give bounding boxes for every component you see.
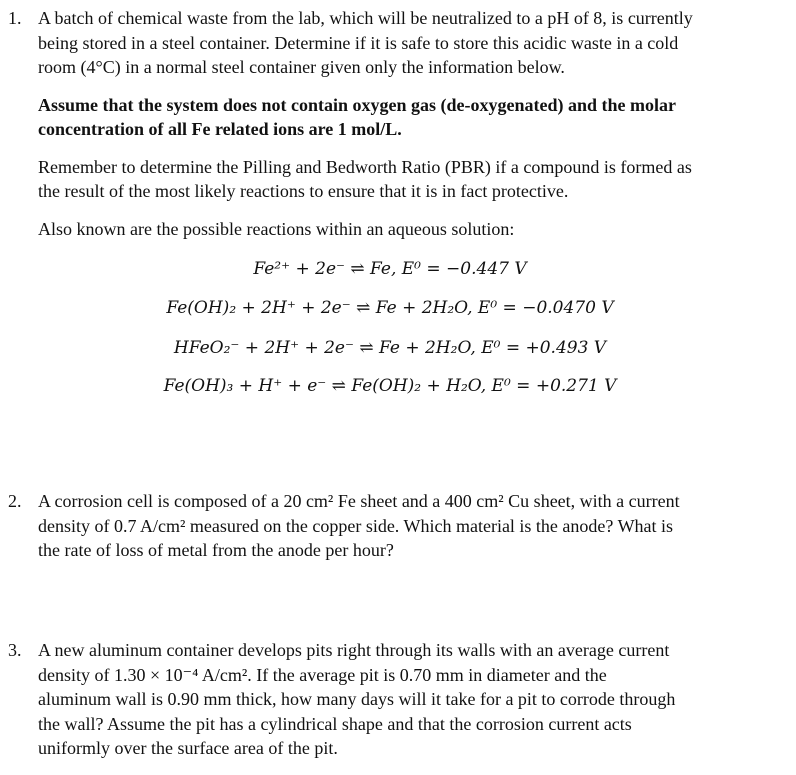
q1-paragraph-pbr <box>38 155 773 204</box>
question-3-body <box>38 638 773 761</box>
text-line: density of 1.30 × 10⁻⁴ A/cm². If the average pit is 0.70 mm in diameter and the <box>38 664 607 685</box>
text-line: Assume that the system does not contain oxygen gas (de-oxygenated) and the molar <box>38 94 676 115</box>
equation-1: Fe²⁺ + 2e⁻ ⇌ Fe, E⁰ = −0.447 V <box>253 259 527 279</box>
text-line: the rate of loss of metal from the anode per hour? <box>38 540 394 560</box>
text-line: aluminum wall is 0.90 mm thick, how many days will it take for a pit to corrode through <box>38 689 676 709</box>
text-line: Also known are the possible reactions within an aqueous solution: <box>38 218 515 239</box>
text-line: the wall? Assume the pit has a cylindrical shape and that the corrosion current acts <box>38 713 632 734</box>
text-line: Remember to determine the Pilling and Bedworth Ratio (PBR) if a compound is formed as <box>38 156 692 177</box>
question-1-body <box>38 6 773 241</box>
q1-paragraph-assumption <box>38 93 773 142</box>
question-number: 1. <box>8 8 22 28</box>
question-2-body <box>38 489 773 563</box>
q1-paragraph-intro <box>38 6 773 80</box>
text-line: A batch of chemical waste from the lab, which will be neutralized to a pH of 8, is currently <box>38 8 693 28</box>
text-line: room (4°C) in a normal steel container given only the information below. <box>38 57 565 77</box>
question-number: 3. <box>8 640 22 660</box>
text-line: the result of the most likely reactions to ensure that it is in fact protective. <box>38 181 569 201</box>
q1-paragraph-reactions <box>38 217 773 242</box>
text-line: density of 0.7 A/cm² measured on the copper side. Which material is the anode? What is <box>38 515 674 536</box>
text-line: A corrosion cell is composed of a 20 cm² Fe sheet and a 400 cm² Cu sheet, with a current <box>38 491 680 511</box>
equation-3: HFeO₂⁻ + 2H⁺ + 2e⁻ ⇌ Fe + 2H₂O, E⁰ = +0.493 V <box>173 338 607 358</box>
text-line: concentration of all Fe related ions are 1 mol/L. <box>38 119 402 139</box>
text-line: being stored in a steel container. Determine if it is safe to store this acidic waste in a cold <box>38 32 679 53</box>
equation-4: Fe(OH)₃ + H⁺ + e⁻ ⇌ Fe(OH)₂ + H₂O, E⁰ = +0.271 V <box>163 376 617 396</box>
text-line: uniformly over the surface area of the pit. <box>38 738 338 758</box>
text-line: A new aluminum container develops pits right through its walls with an average current <box>38 640 670 660</box>
question-number: 2. <box>8 491 22 511</box>
equation-2: Fe(OH)₂ + 2H⁺ + 2e⁻ ⇌ Fe + 2H₂O, E⁰ = −0.0470 V <box>166 298 614 318</box>
